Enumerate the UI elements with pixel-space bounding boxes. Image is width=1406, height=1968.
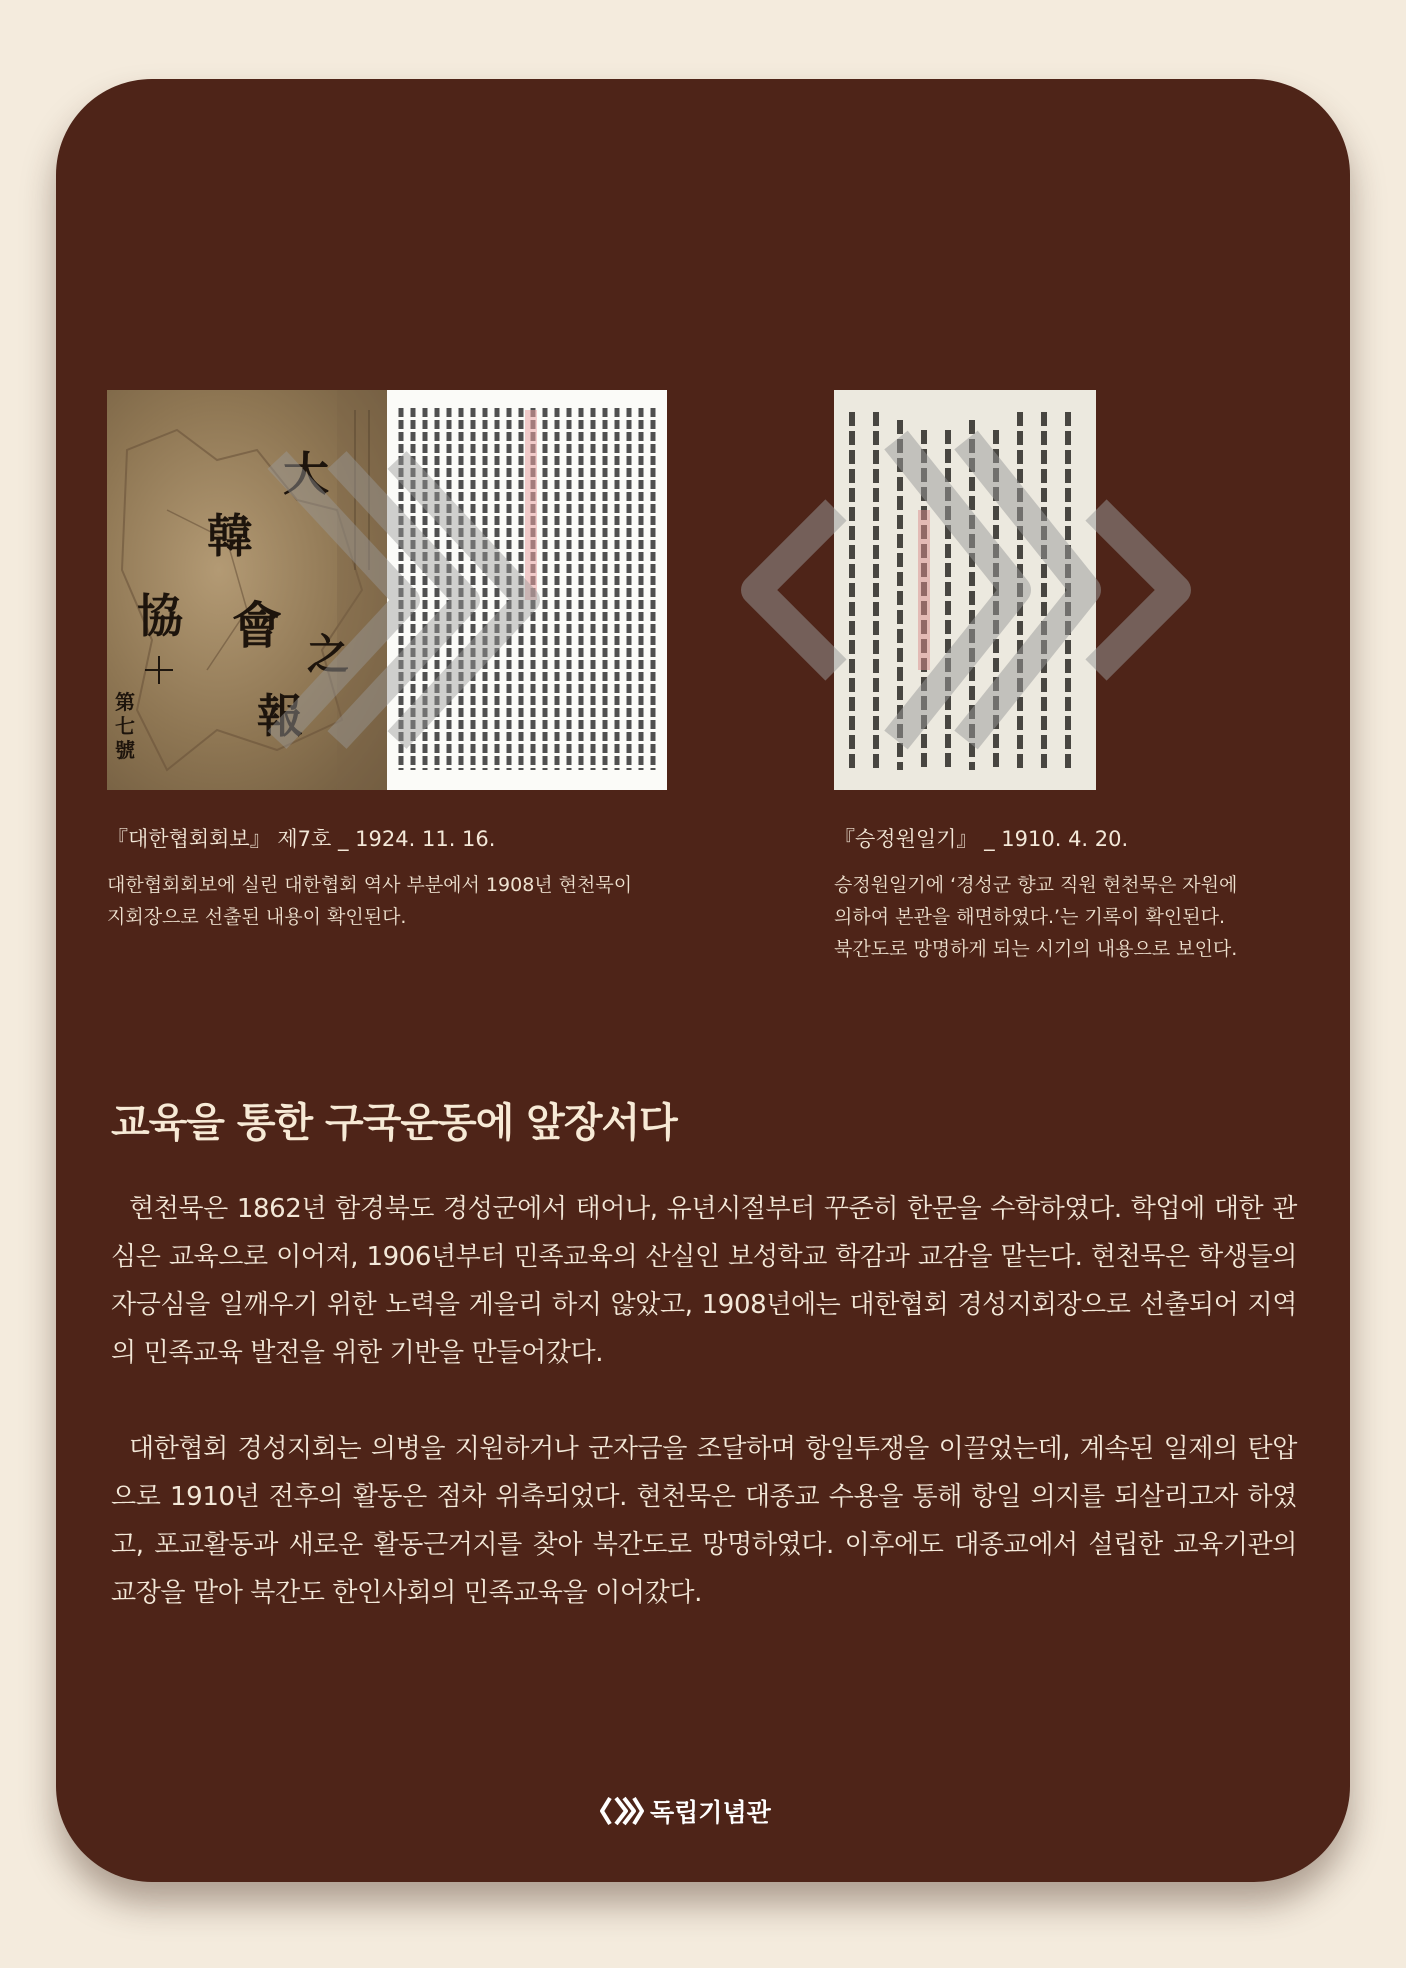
watermark-overlay (736, 380, 1196, 800)
logo-text: 독립기념관 (650, 1798, 771, 1827)
cover-title-char: 大 (283, 447, 329, 501)
figure-1-caption-line: 대한협회회보에 실린 대한협회 역사 부분에서 1908년 현천묵이 (107, 874, 633, 896)
cover-title-char: 之 (307, 630, 350, 679)
section-title: 교육을 통한 구국운동에 앞장서다 (111, 1100, 677, 1146)
cover-issue-number: 第七號 (115, 690, 135, 762)
independence-hall-logo (600, 1791, 771, 1831)
figure-2-caption-title: 『승정원일기』 _ 1910. 4. 20. (834, 827, 1129, 851)
figure-2-caption-line: 승정원일기에 ‘경성군 향교 직원 현천묵은 자원에 (834, 874, 1238, 896)
figure-1-caption-line: 지회장으로 선출된 내용이 확인된다. (107, 906, 407, 928)
daehan-hyeophoe-bulletin-image (107, 390, 667, 790)
cover-title-char: 協 (137, 589, 183, 643)
figure-2-caption-line: 의하여 본관을 해면하였다.’는 기록이 확인된다. (834, 906, 1226, 928)
body-paragraph: 현천묵은 1862년 함경북도 경성군에서 태어나, 유년시절부터 꾸준히 한문을 수학하였다. 학업에 대한 관심은 교육으로 이어져, 1906년부터 민족교육의 산실인 보성학교 학감과 교감을 맡는다. 현천묵은 학생들의 자긍심을 일깨우기 위한 노력을 게을리 하지 않았고, 1908년에는 대한협회 경성지회장으로 선출되어 지역의 민족교육 발전을 위한 기반을 만들어갔다. (111, 1194, 1297, 1368)
watermark-overlay (107, 390, 667, 790)
content-card (56, 79, 1350, 1882)
body-paragraph: 대한협회 경성지회는 의병을 지원하거나 군자금을 조달하며 항일투쟁을 이끌었는데, 계속된 일제의 탄압으로 1910년 전후의 활동은 점차 위축되었다. 현천묵은 대종교 수용을 통해 항일 의지를 되살리고자 하였고, 포교활동과 새로운 활동근거지를 찾아 북간도로 망명하였다. 이후에도 대종교에서 설립한 교육기관의 교장을 맡아 북간도 한인사회의 민족교육을 이어갔다. (111, 1434, 1297, 1608)
cover-title-char: 韓 (207, 509, 253, 563)
cover-title-char: 會 (232, 596, 282, 655)
figure-2-caption-line: 북간도로 망명하게 되는 시기의 내용으로 보인다. (834, 938, 1238, 960)
cover-title-char: 報 (257, 689, 303, 743)
figure-1-caption-title: 『대한협회회보』 제7호 _ 1924. 11. 16. (107, 827, 496, 851)
independence-hall-emblem-icon (600, 1794, 644, 1828)
